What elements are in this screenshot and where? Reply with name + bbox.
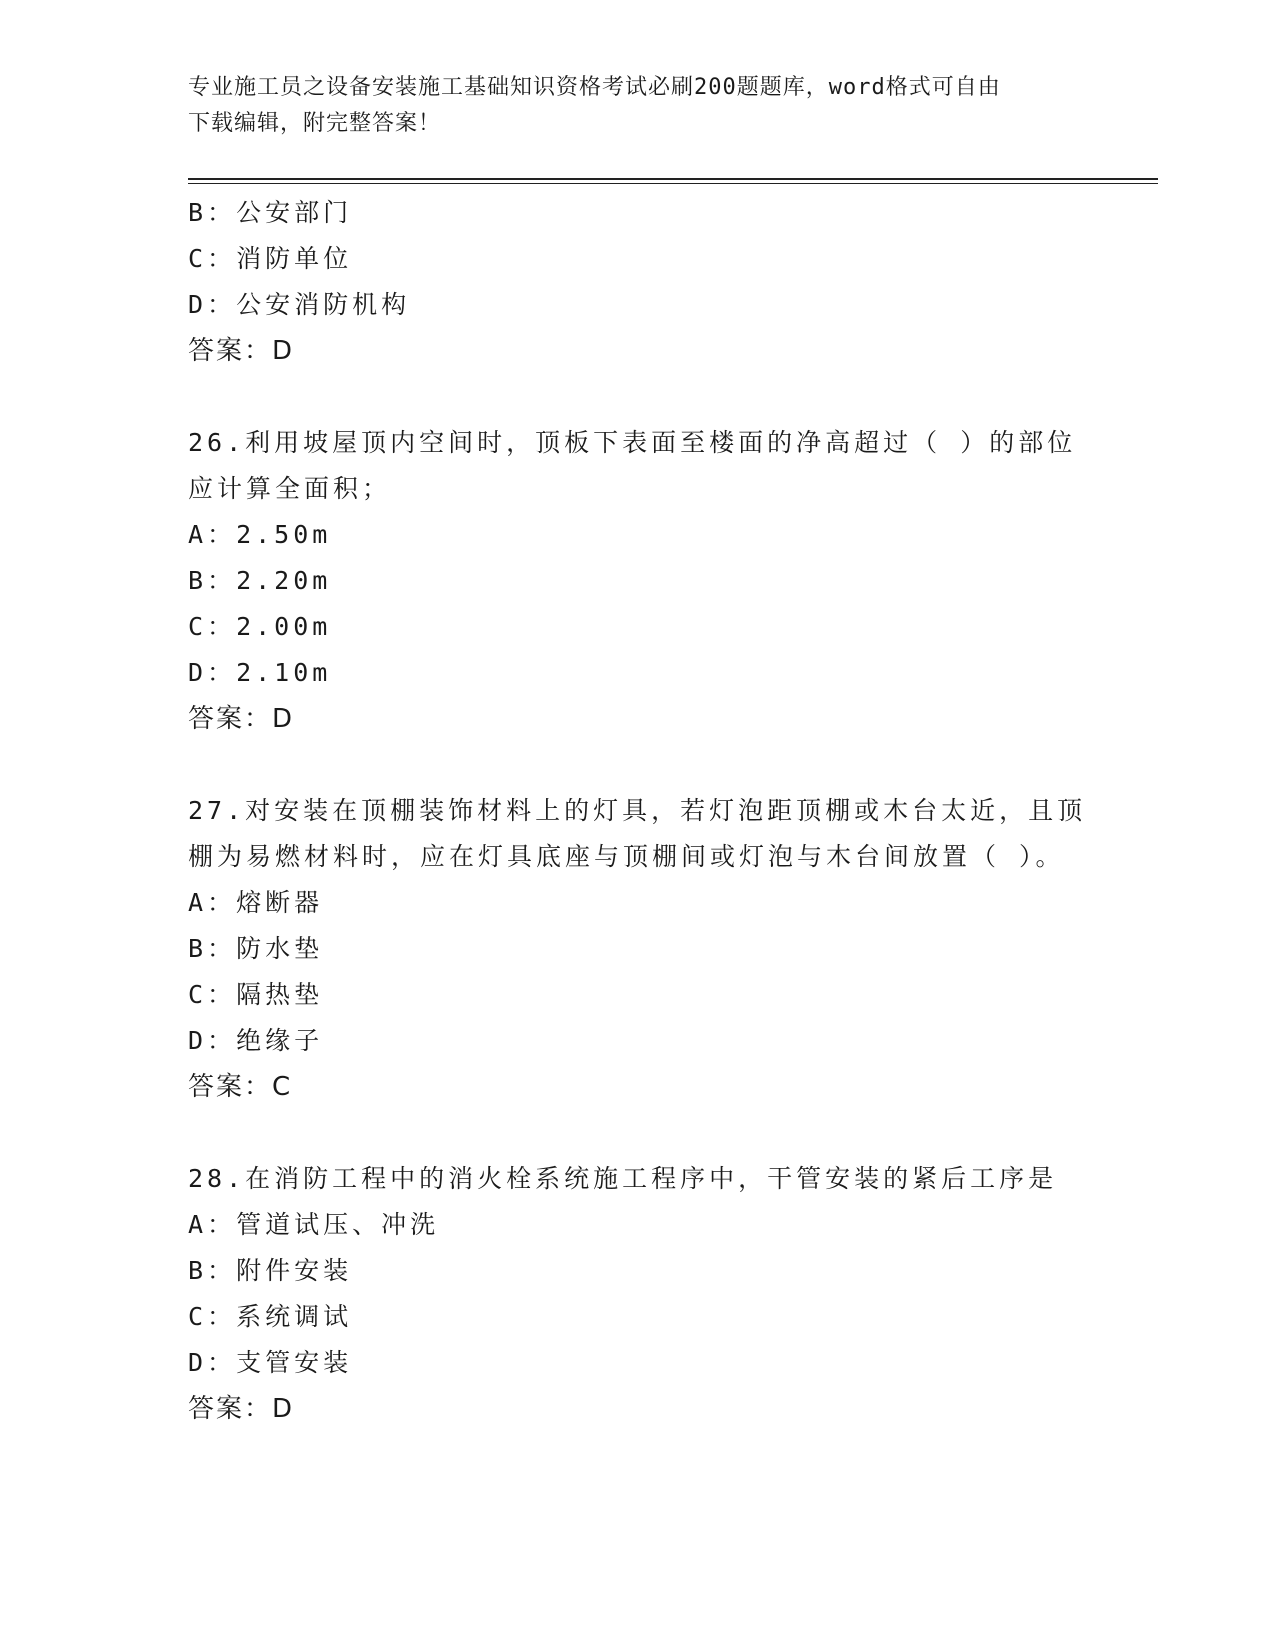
option-c: C：消防单位 [188, 244, 353, 273]
question-list [188, 190, 1108, 1432]
option-d: D：2.10m [188, 658, 332, 687]
question-25-partial [188, 190, 1108, 374]
option-a: A：管道试压、冲洗 [188, 1210, 440, 1239]
header-rule-thin [188, 183, 1158, 184]
option-b: B：2.20m [188, 566, 332, 595]
option-d: D：支管安装 [188, 1348, 353, 1377]
option-c: C：隔热垫 [188, 980, 324, 1009]
answer: 答案：D [188, 704, 295, 734]
header-line-1: 专业施工员之设备安装施工基础知识资格考试必刷200题题库，word格式可自由 [188, 75, 1001, 100]
answer: 答案：D [188, 1394, 295, 1424]
answer: 答案：D [188, 336, 295, 366]
option-b: B：防水垫 [188, 934, 324, 963]
question-stem-line: 应计算全面积； [188, 474, 392, 503]
header-rule-thick [188, 178, 1158, 180]
document-header [188, 70, 1078, 142]
option-b: B：公安部门 [188, 198, 353, 227]
option-a: A：熔断器 [188, 888, 324, 917]
question-stem-line: 27.对安装在顶棚装饰材料上的灯具，若灯泡距顶棚或木台太近，且顶 [188, 796, 1087, 825]
option-b: B：附件安装 [188, 1256, 353, 1285]
question-27 [188, 788, 1108, 1110]
question-stem-line: 26.利用坡屋顶内空间时，顶板下表面至楼面的净高超过（ ）的部位 [188, 428, 1077, 457]
option-c: C：2.00m [188, 612, 332, 641]
header-line-2: 下载编辑，附完整答案！ [188, 111, 442, 136]
question-stem-line: 28.在消防工程中的消火栓系统施工程序中，干管安装的紧后工序是 [188, 1164, 1058, 1193]
option-d: D：公安消防机构 [188, 290, 411, 319]
question-26 [188, 420, 1108, 742]
question-stem-line: 棚为易燃材料时，应在灯具底座与顶棚间或灯泡与木台间放置（ ）。 [188, 842, 1065, 871]
option-a: A：2.50m [188, 520, 332, 549]
answer: 答案：C [188, 1072, 293, 1102]
option-c: C：系统调试 [188, 1302, 353, 1331]
option-d: D：绝缘子 [188, 1026, 324, 1055]
question-28 [188, 1156, 1108, 1432]
